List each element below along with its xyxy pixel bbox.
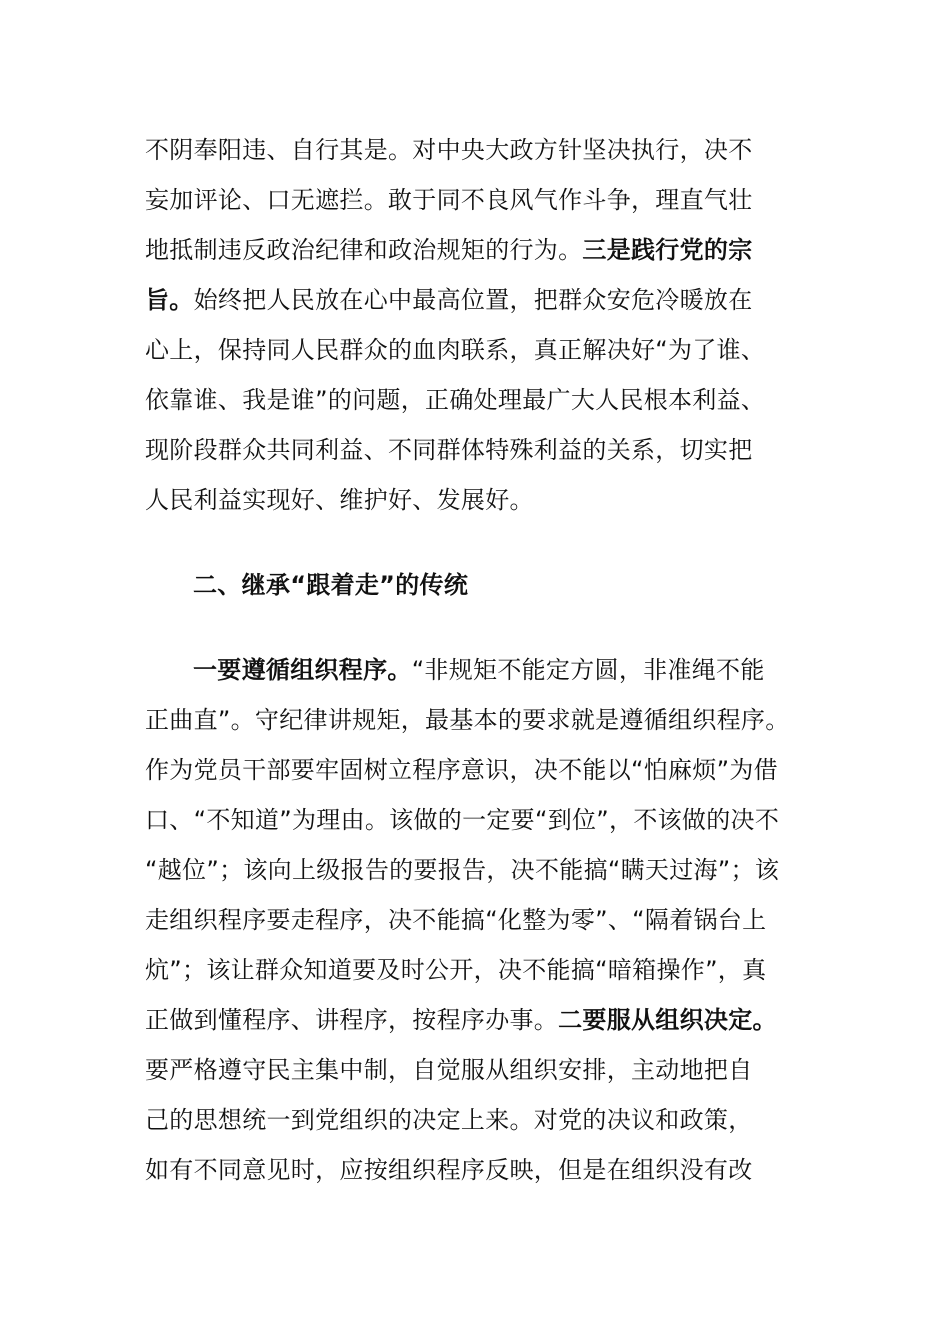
body-text-line: 依靠谁、我是谁”的问题，正确处理最广大人民根本利益、 [145,386,766,414]
body-text-line: 如有不同意见时，应按组织程序反映，但是在组织没有改 [145,1156,753,1184]
bold-lead-phrase: 二要服从组织决定。 [558,1006,777,1034]
bold-lead-phrase: 旨。 [145,286,194,314]
body-text-line: 旨。始终把人民放在心中最高位置，把群众安危冷暖放在 [145,286,753,314]
section-heading: 二、继承“跟着走”的传统 [193,571,469,599]
body-text-line: 人民利益实现好、维护好、发展好。 [145,486,534,514]
bold-lead-phrase: 一要遵循组织程序。 [193,656,412,684]
body-text-line: 妄加评论、口无遮拦。敢于同不良风气作斗争，理直气壮 [145,186,753,214]
body-text-line: 不阴奉阳违、自行其是。对中央大政方针坚决执行，决不 [145,136,753,164]
bold-lead-phrase: 三是践行党的宗 [582,236,753,264]
body-text-line: 地抵制违反政治纪律和政治规矩的行为。三是践行党的宗 [145,236,753,264]
body-text-line: 己的思想统一到党组织的决定上来。对党的决议和政策， [145,1106,753,1134]
body-text-line: 炕”；该让群众知道要及时公开，决不能搞“暗箱操作”，真 [145,956,767,984]
body-text-line: 正做到懂程序、讲程序，按程序办事。二要服从组织决定。 [145,1006,777,1034]
body-text-line: 一要遵循组织程序。“非规矩不能定方圆，非准绳不能 [193,656,765,684]
body-text-line: 口、“不知道”为理由。该做的一定要“到位”，不该做的决不 [145,806,780,834]
body-text-line: “越位”；该向上级报告的要报告，决不能搞“瞒天过海”；该 [145,856,780,884]
body-text-line: 要严格遵守民主集中制，自觉服从组织安排，主动地把自 [145,1056,753,1084]
body-text-line: 作为党员干部要牢固树立程序意识，决不能以“怕麻烦”为借 [145,756,778,784]
body-text-line: 走组织程序要走程序，决不能搞“化整为零”、“隔着锅台上 [145,906,767,934]
body-text-line: 心上，保持同人民群众的血肉联系，真正解决好“为了谁、 [145,336,766,364]
body-text-line: 正曲直”。守纪律讲规矩，最基本的要求就是遵循组织程序。 [145,706,790,734]
body-text-line: 现阶段群众共同利益、不同群体特殊利益的关系，切实把 [145,436,753,464]
